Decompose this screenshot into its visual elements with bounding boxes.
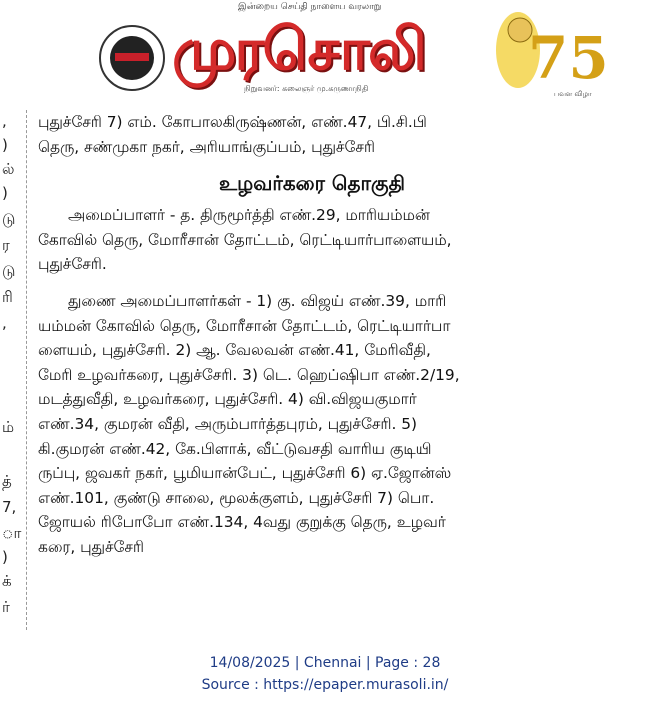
emblem-flag-stripe bbox=[115, 53, 149, 61]
adjacent-column-glyph: டு bbox=[2, 262, 16, 280]
adjacent-column-glyph: ) bbox=[2, 184, 8, 202]
adjacent-column-glyph: 7, bbox=[2, 498, 17, 516]
party-emblem-icon bbox=[99, 25, 165, 91]
adjacent-column-glyph: டு bbox=[2, 210, 16, 228]
adjacent-column-fragment bbox=[0, 112, 22, 632]
article-line: ருப்பு, ஜவகர் நகர், பூமியான்பேட், புதுச்சேரி 6) ஏ.ஜோன்ஸ் bbox=[38, 464, 452, 483]
article-line: கோவில் தெரு, மோரீசான் தோட்டம், ரெட்டியார்பாளையம், bbox=[38, 230, 452, 249]
masthead-tagline: இன்றைய செய்தி நாளைய வரலாறு bbox=[238, 2, 382, 12]
adjacent-column-glyph: ரி bbox=[2, 288, 13, 306]
article-line: ளையம், புதுச்சேரி. 2) ஆ. வேலவன் எண்.41, மேரிவீதி, bbox=[38, 341, 431, 360]
source-link[interactable]: Source : https://epaper.murasoli.in/ bbox=[201, 677, 449, 693]
adjacent-column-glyph: ர bbox=[2, 236, 10, 254]
adjacent-column-glyph: ா bbox=[2, 524, 22, 542]
adjacent-column-glyph: ர் bbox=[2, 598, 10, 616]
anniversary-75-logo-icon bbox=[490, 0, 609, 104]
masthead bbox=[0, 0, 650, 108]
article-line: எண்.101, குண்டு சாலை, மூலக்குளம், புதுச்சேரி 7) பொ. bbox=[38, 488, 435, 507]
article-line: மடத்துவீதி, உழவர்கரை, புதுச்சேரி. 4) வி.விஜயகுமார் bbox=[38, 390, 417, 409]
article-line: யம்மன் கோவில் தெரு, மோரீசான் தோட்டம், ரெட்டியார்பா bbox=[38, 316, 451, 335]
article-line: தெரு, சண்முகா நகர், அரியாங்குப்பம், புதுச்சேரி bbox=[38, 137, 375, 156]
epaper-footer bbox=[0, 652, 650, 696]
article-line: மேரி உழவர்கரை, புதுச்சேரி. 3) டெ. ஹெப்ஷிபா எண்.2/19, bbox=[38, 365, 460, 384]
deputy-organisers-paragraph bbox=[38, 289, 586, 560]
article-top-paragraph bbox=[38, 110, 586, 159]
article-line: ஜோயல் ரிபோபோ எண்.134, 4வது குறுக்கு தெரு, உழவர் bbox=[38, 513, 446, 532]
anniversary-number: 75 bbox=[528, 24, 609, 92]
adjacent-column-glyph: , bbox=[2, 314, 7, 332]
article-body bbox=[38, 110, 586, 572]
adjacent-column-glyph: ) bbox=[2, 548, 8, 566]
article-line: கி.குமரன் எண்.42, கே.பிளாக், வீட்டுவசதி வாரிய குடியி bbox=[38, 439, 432, 458]
adjacent-column-glyph: ) bbox=[2, 136, 8, 154]
organiser-paragraph bbox=[38, 203, 586, 277]
adjacent-column-glyph: க் bbox=[2, 572, 12, 590]
article-line: அமைப்பாளர் - த. திருமூர்த்தி எண்.29, மாரியம்மன் bbox=[68, 206, 430, 225]
newspaper-logo: முரசொலி bbox=[172, 15, 425, 83]
masthead-founder-line: நிறுவனர்: கலைஞர் மு.கருணாநிதி bbox=[244, 84, 369, 93]
article-line: புதுச்சேரி 7) எம். கோபாலகிருஷ்ணன், எண்.47, பி.சி.பி bbox=[38, 113, 427, 131]
article-line: கரை, புதுச்சேரி bbox=[38, 537, 144, 556]
article-line: எண்.34, குமரன் வீதி, அரும்பார்த்தபுரம், புதுச்சேரி. 5) bbox=[38, 414, 418, 433]
article-line: துணை அமைப்பாளர்கள் - 1) கு. விஜய் எண்.39, மாரி bbox=[68, 291, 447, 310]
adjacent-column-glyph: , bbox=[2, 112, 7, 130]
anniversary-caption: பவள விழா bbox=[554, 90, 592, 98]
adjacent-column-glyph: ல் bbox=[2, 160, 15, 178]
adjacent-column-glyph: த் bbox=[2, 472, 12, 490]
article-line: புதுச்சேரி. bbox=[38, 255, 107, 274]
adjacent-column-glyph: ம் bbox=[2, 418, 15, 436]
section-heading: உழவர்கரை தொகுதி bbox=[219, 171, 405, 196]
edition-info: 14/08/2025 | Chennai | Page : 28 bbox=[209, 655, 441, 671]
column-divider bbox=[26, 110, 27, 630]
